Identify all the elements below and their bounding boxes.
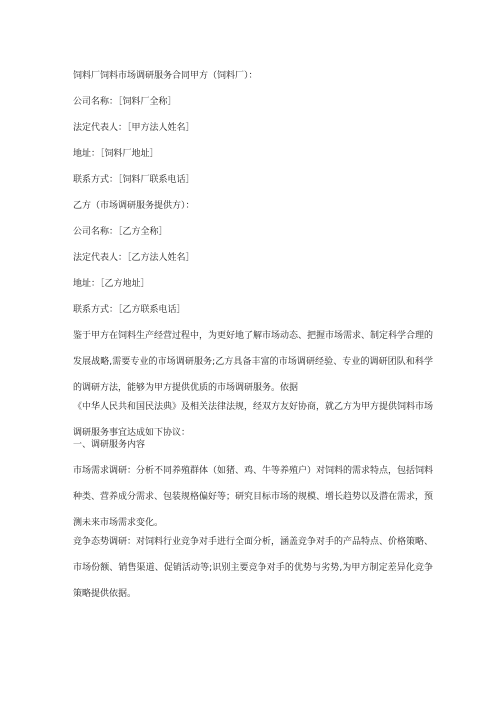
party-b-heading: 乙方（市场调研服务提供方）： (73, 201, 195, 211)
party-a-contact: 联系方式：［饲料厂联系电话］ (73, 175, 195, 185)
document-body (73, 70, 433, 607)
party-a-company: 公司名称：［饲料厂全称］ (73, 97, 177, 107)
preamble-paragraph: 鉴于甲方在饲料生产经营过程中，为更好地了解市场动态、把握市场需求、制定科学合理的发展战略,需要专业的市场调研服务;乙方具备丰富的市场调研经验、专业的调研团队和科学的调研方法，能够为甲方提供优质的市场调研服务。依据 (73, 331, 434, 393)
party-b-contact: 联系方式：［乙方联系电话］ (73, 305, 186, 315)
party-b-company: 公司名称：［乙方全称］ (73, 227, 168, 237)
party-a-representative: 法定代表人：［甲方法人姓名］ (73, 123, 195, 133)
demand-research-paragraph: 市场需求调研：分析不同养殖群体（如猪、鸡、牛等养殖户）对饲料的需求特点，包括饲料种类、营养成分需求、包装规格偏好等；研究目标市场的规模、增长趋势以及潜在需求，预测未来市场需求变化。 (73, 466, 434, 528)
contract-title: 饲料厂饲料市场调研服务合同甲方（饲料厂）： (73, 71, 258, 81)
party-a-address: 地址：［饲料厂地址］ (73, 149, 159, 159)
section-1-heading: 一、调研服务内容 (73, 440, 146, 450)
legal-basis-paragraph: 《中华人民共和国民法典》及相关法律法规，经双方友好协商，就乙方为甲方提供饲料市场调研服务事宜达成如下协议： (73, 402, 434, 438)
party-b-representative: 法定代表人：［乙方法人姓名］ (73, 253, 195, 263)
party-b-address: 地址：［乙方地址］ (73, 279, 150, 289)
competition-research-paragraph: 竞争态势调研：对饲料行业竞争对手进行全面分析，涵盖竞争对手的产品特点、价格策略、市场份额、销售渠道、促销活动等;识别主要竞争对手的优势与劣势,为甲方制定差异化竞争策略提供依据。 (73, 537, 434, 599)
